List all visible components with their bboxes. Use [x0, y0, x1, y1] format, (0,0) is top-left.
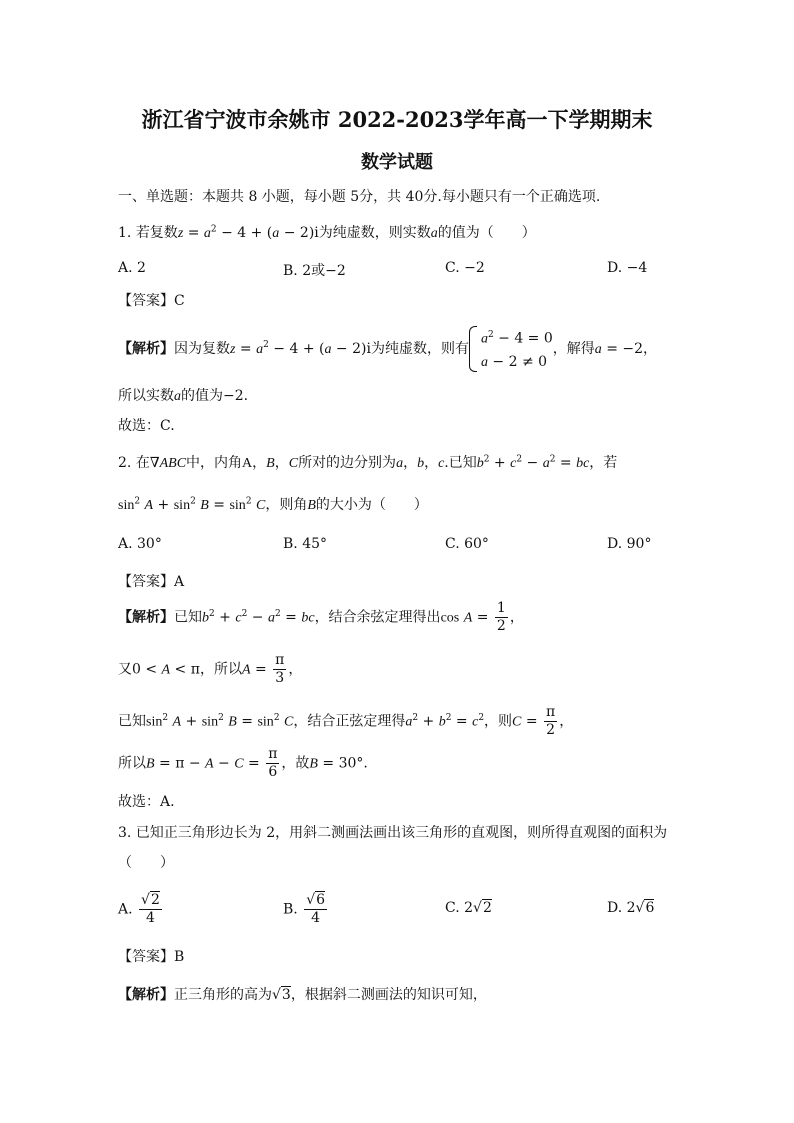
- q2-option-b: B. 45°: [283, 536, 328, 552]
- q1-option-c: C. −2: [445, 260, 485, 276]
- q1-pick: 故选：C.: [118, 418, 175, 434]
- q3-analysis: 【解析】正三角形的高为√3，根据斜二测画法的知识可知，: [118, 987, 487, 1003]
- q2-analysis-2: 又0 < A < π，所以A = $\frac{\pi}{3}$ ，: [118, 652, 303, 686]
- q3-answer: 【答案】B: [118, 949, 185, 965]
- question-3-stem-line2: （ ）: [118, 855, 174, 871]
- q3-option-a: A. $\frac{√2}{4}$: [118, 892, 160, 926]
- q1-conclusion: 所以实数a的值为−2.: [118, 388, 249, 404]
- q2-analysis-3: 已知$\sin^2 A + \sin^2 B = \sin^2 C$，结合正弦定理得$a^2 + b^2 = c^2$，则C = $\frac{\pi}{2}$ ，: [118, 704, 574, 738]
- q2-pick: 故选：A.: [118, 794, 175, 810]
- question-2-stem-line2: $\sin^2 A + \sin^2 B = \sin^2 C$，则角B的大小为（ ）: [118, 496, 428, 513]
- q2-analysis-1: 【解析】已知$b^2 + c^2 - a^2$ = bc，结合余弦定理得出cos A = $\frac{1}{2}$ ，: [118, 600, 524, 634]
- question-1-stem: 1. 若复数$z = a^2 - 4 + (a - 2)i$为纯虚数，则实数a的值为（ ）: [118, 224, 536, 241]
- page-title: 浙江省宁波市余姚市 2022-2023学年高一下学期期末: [141, 107, 653, 132]
- q2-option-c: C. 60°: [445, 536, 489, 552]
- q1-answer: 【答案】C: [118, 293, 185, 309]
- q1-option-d: D. −4: [607, 260, 648, 276]
- q2-analysis-4: 所以B = π − A − C = $\frac{\pi}{6}$ ，故B = 30°.: [118, 746, 368, 780]
- question-2-stem: 2. 在∇ABC中，内角A，B，C所对的边分别为a，b，c.已知$b^2 + c^2 - a^2$ = bc，若: [118, 454, 618, 471]
- q2-option-a: A. 30°: [118, 536, 162, 552]
- q2-option-d: D. 90°: [607, 536, 652, 552]
- q3-option-c: C. 2√2: [445, 900, 492, 916]
- q3-option-b: B. $\frac{√6}{4}$: [283, 892, 326, 926]
- question-3-stem: 3. 已知正三角形边长为 2，用斜二测画法画出该三角形的直观图，则所得直观图的面积为: [118, 825, 668, 841]
- q1-analysis: 【解析】因为复数$z = a^2 - 4 + (a - 2)i$为纯虚数，则有$a^2 - 4 = 0$ a − 2 ≠ 0，解得a = −2，: [118, 324, 657, 374]
- page-subtitle: 数学试题: [361, 152, 433, 173]
- section-heading: 一、单选题：本题共 8 小题，每小题 5分，共 40分.每小题只有一个正确选项.: [118, 189, 601, 205]
- q3-option-d: D. 2√6: [607, 900, 655, 916]
- q1-option-a: A. 2: [118, 260, 146, 276]
- q1-option-b: B. 2或−2: [283, 263, 346, 279]
- q2-answer: 【答案】A: [118, 574, 185, 590]
